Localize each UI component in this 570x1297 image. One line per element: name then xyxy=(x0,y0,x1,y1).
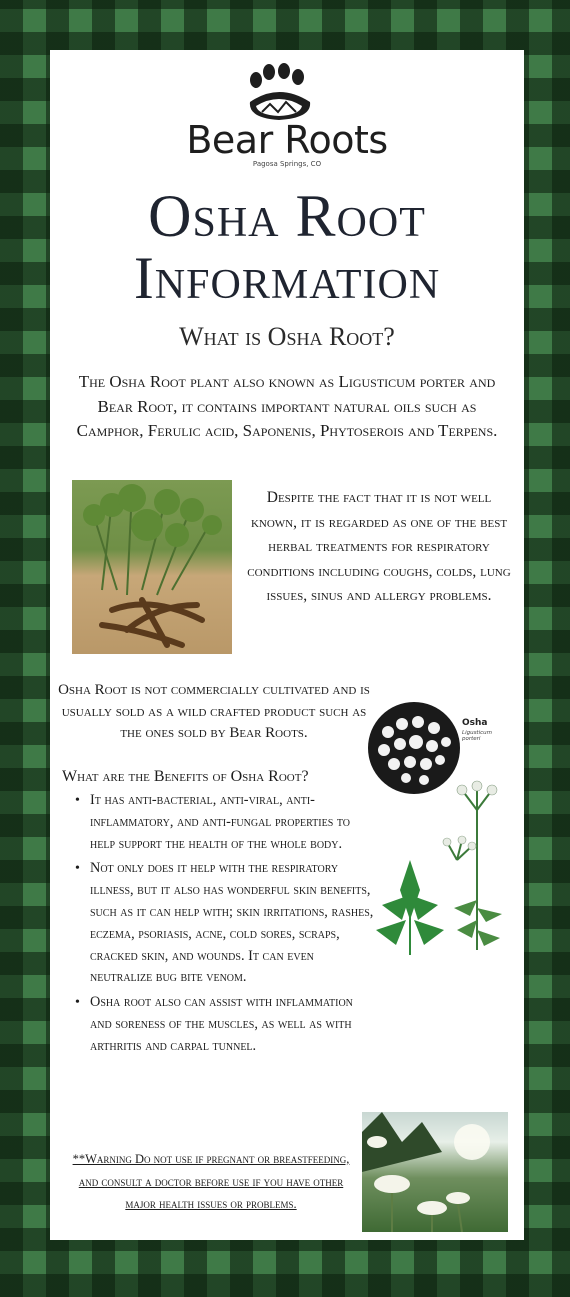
list-item xyxy=(62,858,378,989)
bullet-icon: • xyxy=(75,793,80,808)
brand-name: Bear Roots xyxy=(186,118,388,162)
benefits-list xyxy=(62,790,378,1061)
list-item xyxy=(62,992,378,1057)
osha-plant-illustration xyxy=(362,780,512,960)
page-title-line-1: Osha Root xyxy=(148,183,426,249)
field-photo-illustration xyxy=(362,1112,508,1232)
bullet-icon: • xyxy=(75,861,80,877)
osha-root-photo xyxy=(72,480,232,654)
osha-field-photo xyxy=(362,1112,508,1232)
info-panel xyxy=(50,50,524,1240)
page-title-line-2: Information xyxy=(133,245,441,311)
bullet-icon: • xyxy=(75,995,80,1011)
list-item xyxy=(62,790,378,855)
brand-location: Pagosa Springs, CO xyxy=(252,160,322,168)
bear-paw-logo-icon xyxy=(240,62,318,124)
illustration-label: Osha xyxy=(462,718,488,728)
illustration-latin-name: Ligusticum porteri xyxy=(462,730,492,742)
benefits-heading: What are the Benefits of Osha Root? xyxy=(62,768,309,785)
root-photo-illustration xyxy=(72,480,232,654)
section-heading: What is Osha Root? xyxy=(179,322,395,351)
intro-paragraph: The Osha Root plant also known as Ligusticum porter and Bear Root, it contains important natural oils such as Camphor, Ferulic acid, Saponenis, Phytoserois and Terpens. xyxy=(76,372,498,440)
benefit-text: Osha root also can assist with inflammation and soreness of the muscles, as well as with arthritis and carpal tunnel. xyxy=(90,994,353,1054)
benefit-text: It has anti-bacterial, anti-viral, anti-inflammatory, and anti-fungal properties to help support the health of the whole body. xyxy=(90,792,351,852)
benefit-text: Not only does it help with the respiratory illness, but it also has wonderful skin benefits, such as it can help with; skin irritations, rashes, eczema, psoriasis, acne, cold sores, scraps, cracked skin, and wounds. It can even neutralize bug bite venom. xyxy=(90,860,374,986)
respiratory-paragraph: Despite the fact that it is not well known, it is regarded as one of the best herbal treatments for respiratory conditions including coughs, colds, lung issues, sinus and allergy problems. xyxy=(247,489,511,605)
cultivation-paragraph: Osha Root is not commercially cultivated and is usually sold as a wild crafted product such as the ones sold by Bear Roots. xyxy=(58,682,370,741)
warning-notice: **Warning Do not use if pregnant or breastfeeding, and consult a doctor before use if you have other major health issues or problems. xyxy=(72,1152,350,1211)
